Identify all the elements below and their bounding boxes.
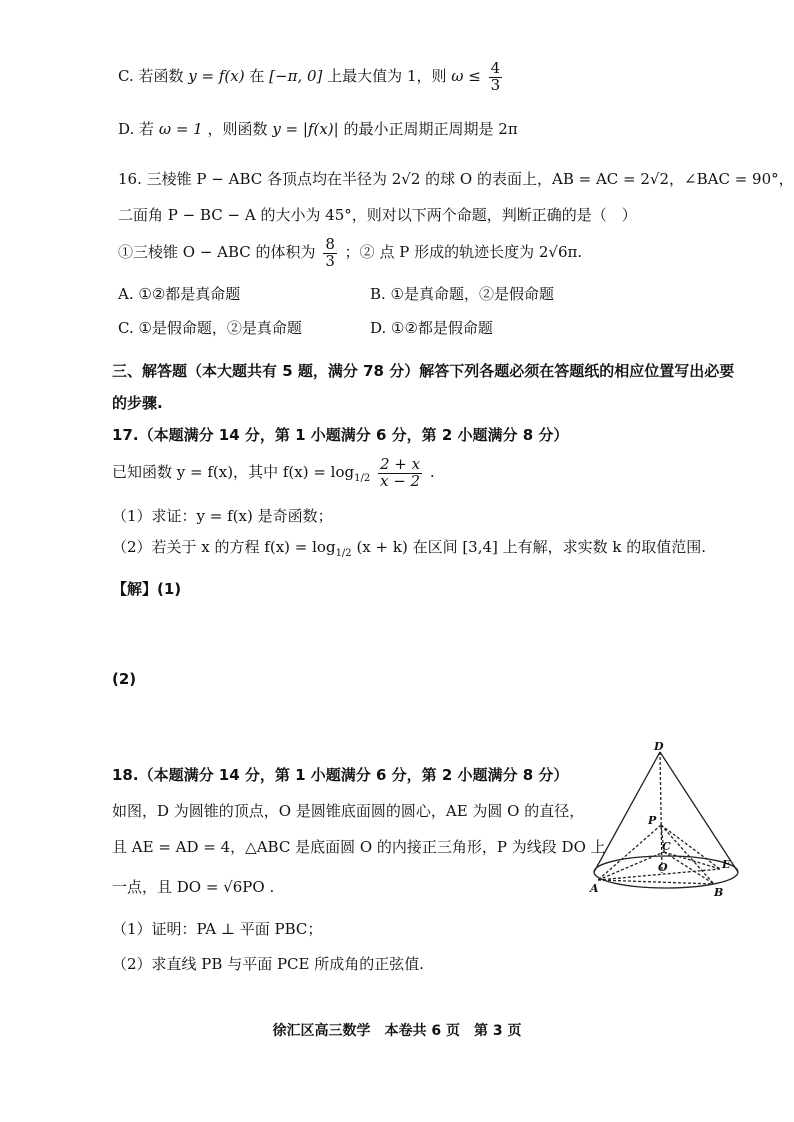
section3-heading-line1: 三、解答题（本大题共有 5 题，满分 78 分）解答下列各题必须在答题纸的相应位置写出必要 — [112, 362, 735, 380]
cone-side-left — [594, 752, 660, 872]
q17-fraction — [378, 454, 422, 490]
q15-c-fraction — [489, 58, 503, 94]
q15-d-text3: 的最小正周期正周期是 2π — [343, 120, 518, 138]
q17-part2-a: （2）若关于 x 的方程 f(x) = log — [112, 538, 336, 556]
q17-part2 — [112, 536, 706, 559]
segment-ce — [664, 852, 720, 869]
q16-line3 — [118, 234, 582, 270]
label-c: C — [662, 840, 671, 853]
q17-answer2-label: (2) — [112, 670, 137, 688]
q17-part2-b: (x + k) 在区间 [3,4] 上有解，求实数 k 的取值范围. — [356, 538, 707, 556]
q15-c-frac-num: 4 — [490, 58, 501, 77]
q17-header: 17.（本题满分 14 分，第 1 小题满分 6 分，第 2 小题满分 8 分） — [112, 426, 569, 444]
q16-stem-line1: 三棱锥 P − ABC 各顶点均在半径为 2√2 的球 O 的表面上，AB = AC = 2√2，∠BAC = 90°， — [146, 170, 794, 188]
label-a: A — [590, 882, 599, 895]
q18-part1: （1）证明：PA ⊥ 平面 PBC； — [112, 920, 323, 938]
q16-option-c[interactable]: C. ①是假命题，②是真命题 — [118, 319, 302, 337]
label-b: B — [714, 886, 724, 899]
q15-c-text2: 在 — [249, 67, 265, 85]
q17-answer-label: 【解】(1) — [112, 580, 182, 598]
q15-c-label: C. — [118, 67, 134, 85]
segment-ac — [598, 852, 664, 880]
q15-c-interval: [−π, 0] — [269, 67, 323, 85]
q17-given-end: . — [429, 463, 435, 481]
q17-given-base: 1/2 — [354, 473, 371, 484]
q15-c-expr1: y = f(x) — [188, 67, 245, 85]
q18-line1: 如图，D 为圆锥的顶点，O 是圆锥底面圆的圆心，AE 为圆 O 的直径， — [112, 802, 585, 820]
q17-frac-den: x − 2 — [379, 471, 421, 490]
q16-line1 — [118, 168, 794, 189]
q16-option-d[interactable]: D. ①②都是假命题 — [370, 319, 493, 337]
q16-option-a[interactable]: A. ①②都是真命题 — [118, 285, 241, 303]
q15-d-expr1: ω = 1 — [158, 120, 203, 138]
q16-stem-line2: 二面角 P − BC − A 的大小为 45°，则对以下两个命题，判断正确的是（ ） — [118, 206, 637, 224]
q15-c-expr2: ω ≤ — [451, 67, 481, 85]
cone-figure — [586, 740, 746, 900]
q16-stem-line3b: ；② 点 P 形成的轨迹长度为 2√6π. — [344, 243, 583, 261]
q15-d-label: D. — [118, 120, 135, 138]
q16-line2 — [118, 204, 637, 225]
section3-heading-line2: 的步骤. — [112, 394, 163, 412]
label-d: D — [654, 740, 664, 753]
q17-given-a: 已知函数 y = f(x)，其中 f(x) = log — [112, 463, 355, 481]
q17-frac-num: 2 + x — [379, 454, 421, 473]
q15-c-text3: 上最大值为 1，则 — [327, 67, 447, 85]
q18-line3: 一点，且 DO = √6PO . — [112, 878, 275, 896]
q15-d-expr2: y = |f(x)| — [272, 120, 339, 138]
q16-frac-num: 8 — [325, 234, 335, 253]
label-e: E — [722, 858, 731, 871]
q15-c-frac-den: 3 — [490, 75, 501, 94]
q18-header: 18.（本题满分 14 分，第 1 小题满分 6 分，第 2 小题满分 8 分） — [112, 766, 569, 784]
q15-option-d — [118, 118, 518, 139]
q17-given — [112, 452, 435, 492]
q15-c-text1: 若函数 — [138, 67, 184, 85]
page-footer: 徐汇区高三数学 本卷共 6 页 第 3 页 — [272, 1023, 522, 1039]
segment-pa — [598, 825, 661, 880]
q16-stem-line3a: ①三棱锥 O − ABC 的体积为 — [118, 243, 316, 261]
q15-option-c — [118, 56, 505, 96]
q16-number: 16. — [118, 170, 142, 188]
label-o: O — [658, 861, 668, 874]
q17-part2-base: 1/2 — [335, 548, 352, 559]
q16-fraction — [323, 234, 337, 270]
q17-part1: （1）求证：y = f(x) 是奇函数； — [112, 507, 333, 525]
q16-frac-den: 3 — [325, 251, 335, 270]
segment-do — [660, 752, 662, 873]
q16-option-b[interactable]: B. ①是真命题，②是假命题 — [370, 285, 555, 303]
q15-d-text1: 若 — [139, 120, 155, 138]
label-p: P — [648, 814, 657, 827]
q18-line2: 且 AE = AD = 4，△ABC 是底面圆 O 的内接正三角形，P 为线段 DO 上 — [112, 838, 606, 856]
q18-part2: （2）求直线 PB 与平面 PCE 所成角的正弦值. — [112, 955, 425, 973]
q15-d-text2: ，则函数 — [207, 120, 268, 138]
